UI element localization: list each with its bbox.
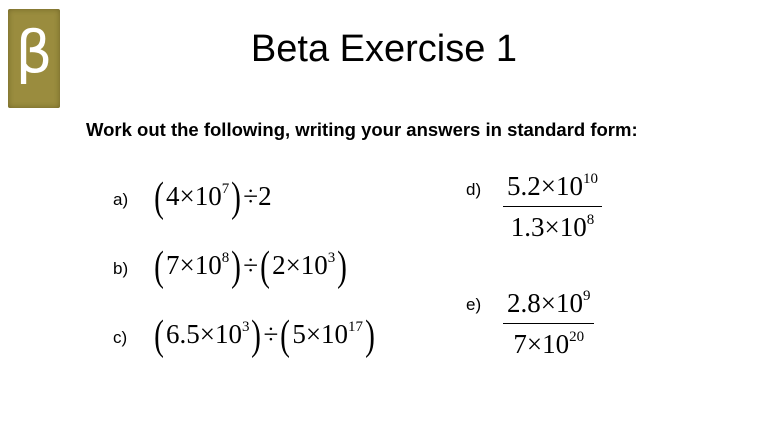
page-title: Beta Exercise 1 [250,28,518,70]
open-paren: ( [280,313,291,359]
exponent: 10 [582,171,598,187]
times-sign: × [179,250,195,280]
base: 10 [194,181,222,211]
close-paren: ) [365,313,375,359]
question-a-label: a) [113,190,129,209]
mantissa: 7 [166,250,180,280]
open-paren: ( [154,244,164,290]
exponent: 8 [586,212,595,229]
divide-sign: ÷ [263,319,279,349]
question-d-label: d) [466,180,482,199]
divisor: 2 [258,181,272,211]
close-paren: ) [231,244,242,290]
open-paren: ( [154,175,164,221]
question-b-label: b) [113,259,129,278]
close-paren: ) [337,244,348,290]
exponent: 3 [241,319,250,335]
base: 10 [194,250,222,280]
divide-sign: ÷ [243,181,259,211]
close-paren: ) [231,175,242,221]
mantissa: 2 [272,250,286,280]
times-sign: × [179,181,195,211]
instruction-text: Work out the following, writing your answers in standard form: [86,119,638,140]
times-sign: × [285,250,301,280]
exponent: 8 [221,250,230,266]
question-c-label: c) [113,328,128,347]
exponent: 20 [569,329,585,346]
denominator: $1.3\times 10^8$ [510,212,595,243]
beta-glyph: β [15,18,53,86]
exponent: 3 [327,250,336,266]
exponent: 17 [348,319,364,335]
question-e-fraction [503,285,594,362]
question-e-label: e) [466,295,482,314]
times-sign: × [305,319,322,349]
base: 10 [321,319,349,349]
denominator: $7\times 10^{20}$ [513,329,585,360]
numerator: $2.8\times 10^9$ [507,288,591,318]
base: 10 [214,319,242,349]
base: 10 [300,250,328,280]
mantissa: 4 [166,181,180,211]
question-d-fraction [503,168,602,245]
exponent: 7 [221,181,230,197]
exponent: 9 [582,288,591,304]
times-sign: × [199,319,215,349]
question-a-expression [152,175,272,221]
open-paren: ( [154,313,164,359]
question-c-expression [152,313,377,359]
close-paren: ) [251,313,262,359]
question-b-expression [152,244,349,290]
numerator: $5.2\times 10^{10}$ [507,171,598,201]
mantissa: 6.5 [166,319,200,349]
divide-sign: ÷ [243,250,259,280]
open-paren: ( [260,244,270,290]
mantissa: 5 [292,319,306,349]
